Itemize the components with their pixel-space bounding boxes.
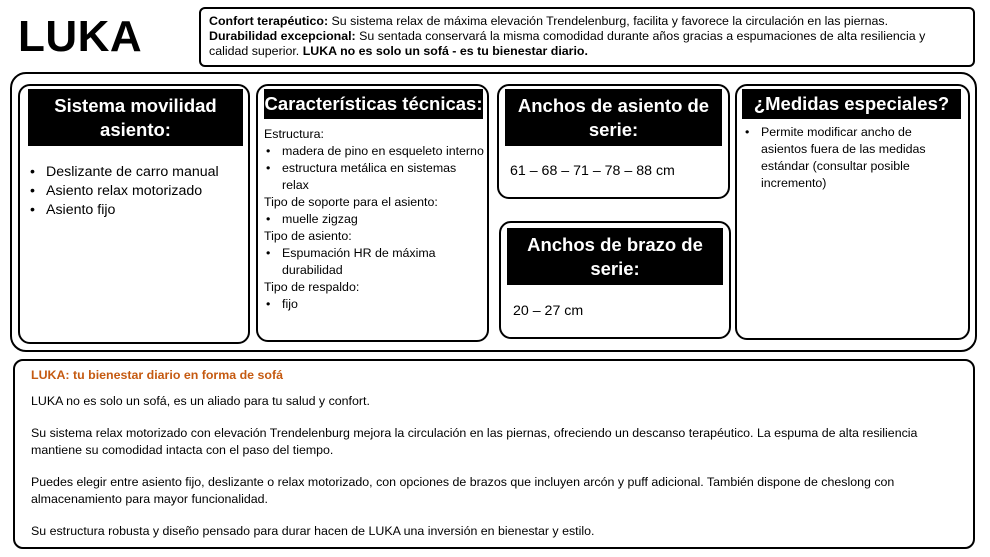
anchos-brazo-value: 20 – 27 cm [513, 303, 584, 319]
intro-label-confort: Confort terapéutico: [209, 14, 329, 28]
movilidad-list [28, 163, 243, 220]
intro-paragraph-durabilidad [209, 29, 965, 59]
intro-text-durabilidad: Su sentada conservará la misma comodidad durante años gracias a espumaciones de alta resiliencia y calidad superior. [209, 29, 926, 58]
respaldo-label: Tipo de respaldo: [264, 280, 360, 294]
movilidad-header: Sistema movilidad asiento: [28, 89, 243, 146]
description-heading: LUKA: tu bienestar diario en forma de sofá [31, 368, 283, 382]
intro-tagline: LUKA no es solo un sofá - es tu bienestar diario. [302, 44, 588, 58]
intro-box [199, 7, 975, 67]
anchos-asiento-header: Anchos de asiento de serie: [505, 89, 722, 146]
list-item: • muelle zigzag [264, 211, 486, 228]
asiento-list [264, 245, 486, 279]
list-item: • fijo [264, 296, 486, 313]
soporte-list [264, 211, 486, 228]
especiales-card [735, 84, 970, 340]
list-item: • madera de pino en esqueleto interno [264, 143, 486, 160]
list-item: • Asiento fijo [28, 201, 243, 220]
estructura-list [264, 143, 486, 194]
intro-paragraph-confort [209, 14, 965, 29]
description-paragraph: LUKA no es solo un sofá, es un aliado para tu salud y confort. [31, 393, 370, 408]
description-paragraph: Su estructura robusta y diseño pensado para durar hacen de LUKA una inversión en bienestar y estilo. [31, 524, 595, 538]
description-paragraph: Puedes elegir entre asiento fijo, deslizante o relax motorizado, con opciones de brazos que incluyen arcón y puff adicional. También dispone de cheslong con almacenamiento para mayor funcionalidad. [31, 475, 895, 506]
list-item: • Permite modificar ancho de asientos fuera de las medidas estándar (consultar posible incremento) [743, 124, 943, 192]
intro-text-confort: Su sistema relax de máxima elevación Trendelenburg, facilita y favorece la circulación en las piernas. [328, 14, 889, 28]
estructura-label: Estructura: [264, 127, 324, 141]
anchos-brazo-header: Anchos de brazo de serie: [507, 228, 723, 285]
description-paragraph: Su sistema relax motorizado con elevación Trendelenburg mejora la circulación en las piernas, ofreciendo un descanso terapéutico. La espuma de alta resiliencia mantiene su comodidad intacta con el paso del tiempo. [31, 426, 918, 457]
intro-label-durabilidad: Durabilidad excepcional: [209, 29, 356, 43]
description-box [13, 359, 975, 549]
especiales-list [743, 124, 943, 192]
tecnicas-content [264, 126, 486, 313]
page-title: LUKA [18, 12, 143, 61]
list-item: • estructura metálica en sistemas relax [264, 160, 486, 194]
especiales-header: ¿Medidas especiales? [742, 89, 961, 119]
tecnicas-header: Características técnicas: [264, 89, 483, 119]
list-item: • Espumación HR de máxima durabilidad [264, 245, 486, 279]
soporte-label: Tipo de soporte para el asiento: [264, 195, 438, 209]
respaldo-list [264, 296, 486, 313]
list-item: • Deslizante de carro manual [28, 163, 243, 182]
anchos-asiento-value: 61 – 68 – 71 – 78 – 88 cm [510, 163, 675, 179]
asiento-label: Tipo de asiento: [264, 229, 352, 243]
list-item: • Asiento relax motorizado [28, 182, 243, 201]
